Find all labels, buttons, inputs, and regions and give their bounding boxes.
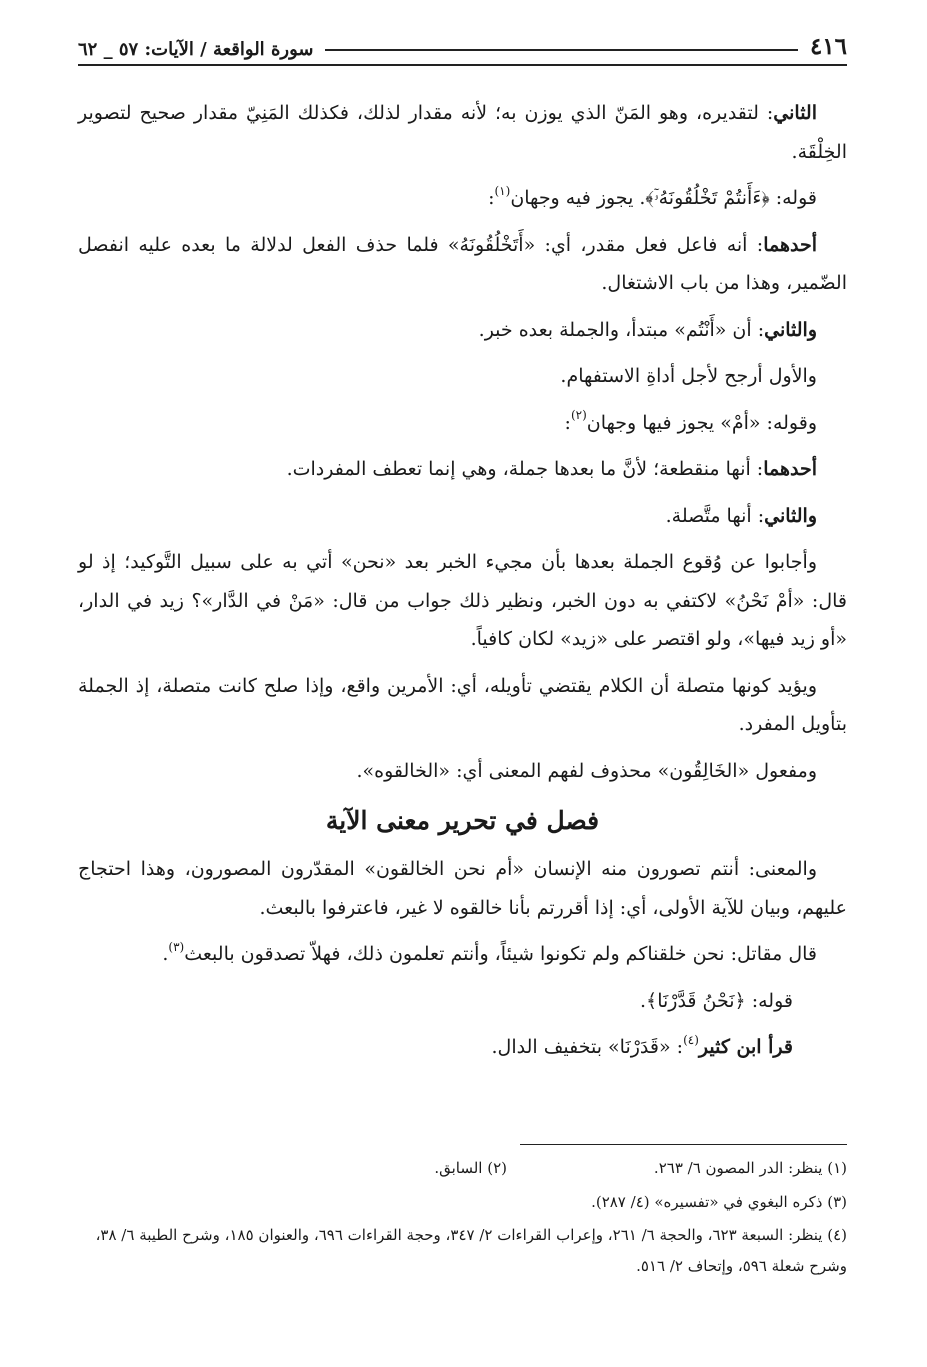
paragraph-text: ويؤيد كونها متصلة أن الكلام يقتضي تأويله، أي: الأمرين واقع، وإذا صلح كانت متصلة، إذ الجملة بتأويل المفرد. (78, 674, 847, 735)
footnote-ref: (٣) (168, 939, 185, 954)
paragraph-text: والمعنى: أنتم تصورون منه الإنسان «أم نحن الخالقون» المقدّرون المصورون، وهذا احتجاج عليهم، وبيان للآية الأولى، أي: إذا أقررتم بأنا خالقوه لا غير، فاعترفوا بالبعث. (78, 858, 847, 919)
header-title: سورة الواقعة / الآيات: ٥٧ _ ٦٢ (78, 39, 314, 60)
paragraph-text: : أنها متَّصلة. (665, 504, 765, 527)
paragraph-text: : أنها منقطعة؛ لأنَّ ما بعدها جملة، وهي إنما تعطف المفردات. (286, 458, 764, 480)
paragraph (78, 357, 847, 396)
footnote-rule (520, 1144, 847, 1145)
paragraph (78, 667, 847, 744)
paragraph (78, 935, 847, 974)
paragraph (78, 752, 847, 791)
footnote-4: (٤) ينظر: السبعة ٦٢٣، والحجة ٦/ ٢٦١، وإعراب القراءات ٢/ ٣٤٧، وحجة القراءات ٦٩٦، والعنوان ١٨٥، وشرح الطيبة ٦/ ٣٨، وشرح شعلة ٥٩٦، وإتحاف ٢/ ٥١٦. (95, 1226, 847, 1275)
paragraph-text: والأول أرجح لأجل أداةِ الاستفهام. (560, 365, 817, 387)
running-header (78, 28, 847, 60)
paragraph-tail: : (488, 187, 495, 209)
paragraph-text: : أنه فاعل فعل مقدر، أي: «أَتَخْلُقُونَهُ» فلما حذف الفعل لدلالة ما بعده عليه انفصل الضّمير، وهذا من باب الاشتغال. (78, 233, 847, 294)
paragraph-lead: قرأ ابن كثير (698, 1036, 793, 1058)
footnote-1: (١) ينظر: الدر المصون ٦/ ٢٦٣. (653, 1159, 847, 1177)
section-title: فصل في تحرير معنى الآية (325, 806, 600, 835)
paragraph-lead: أحدهما (763, 458, 817, 480)
paragraph-text: قوله: ﴿ءَأَنتُمْ تَخْلُقُونَهُۥٓ﴾. يجوز فيه وجهان (510, 187, 817, 209)
footnote-ref: (٤) (683, 1032, 699, 1047)
paragraph-text: قوله: ﴿نَحْنُ قَدَّرْنَا﴾. (640, 989, 793, 1012)
header-line (325, 49, 797, 51)
paragraph-text: : «قَدَرْنَا» بتخفيف الدال. (491, 1036, 684, 1058)
paragraph (78, 404, 847, 443)
header-rule (78, 64, 847, 66)
footnote-ref: (١) (494, 183, 511, 198)
paragraph (78, 450, 847, 489)
paragraph-text: وأجابوا عن وُقوع الجملة بعدها بأن مجيء الخبر بعد «نحن» أتي به على سبيل التَّوكيد؛ إذ لو قال: «أمْ نَحْنُ» لاكتفي به دون الخبر، ونظير ذلك جواب من قال: «مَنْ في الدَّار»؟ زيد في الدار، «أو زيد فيها»، ولو اقتصر على «زيد» لكان كافياً. (78, 551, 847, 650)
footnote-2: (٢) السابق. (434, 1159, 507, 1177)
paragraph (78, 543, 847, 659)
footnote-ref: (٢) (570, 408, 587, 423)
main-text (78, 94, 847, 1075)
paragraph (78, 1028, 847, 1067)
paragraph-text: : لتقديره، وهو المَنّ الذي يوزن به؛ لأنه مقدار لذلك، فكذلك المَنِيّ مقدار صحيح لتصوير الخِلْقَة. (78, 102, 847, 163)
paragraph (78, 226, 847, 303)
paragraph (78, 311, 847, 350)
paragraph (78, 179, 847, 218)
page-number: ٤١٦ (809, 33, 847, 60)
footnotes (78, 1152, 847, 1284)
paragraph-text: وقوله: «أمْ» يجوز فيها وجهان (586, 411, 817, 434)
paragraph-tail: . (162, 943, 169, 965)
paragraph-text: : أن «أَنْتُم» مبتدأ، والجملة بعده خبر. (478, 318, 765, 341)
paragraph (78, 94, 847, 171)
paragraph (78, 497, 847, 536)
paragraph (78, 982, 847, 1021)
footnote-3: (٣) ذكره البغوي في «تفسيره» (٤/ ٢٨٧). (591, 1193, 847, 1211)
paragraph-lead: الثاني (773, 102, 817, 124)
paragraph-tail: : (564, 411, 571, 434)
paragraph-text: ومفعول «الخَالِقُون» محذوف لفهم المعنى أي: «الخالقوه». (356, 759, 817, 782)
paragraph-text: قال مقاتل: نحن خلقناكم ولم تكونوا شيئاً، وأنتم تعلمون ذلك، فهلاّ تصدقون بالبعث (184, 943, 817, 965)
paragraph-lead: أحدهما (763, 233, 817, 256)
paragraph (78, 850, 847, 927)
footnote-row (78, 1152, 847, 1184)
paragraph-lead: والثاني (764, 318, 817, 341)
paragraph-lead: والثاني (764, 504, 817, 527)
